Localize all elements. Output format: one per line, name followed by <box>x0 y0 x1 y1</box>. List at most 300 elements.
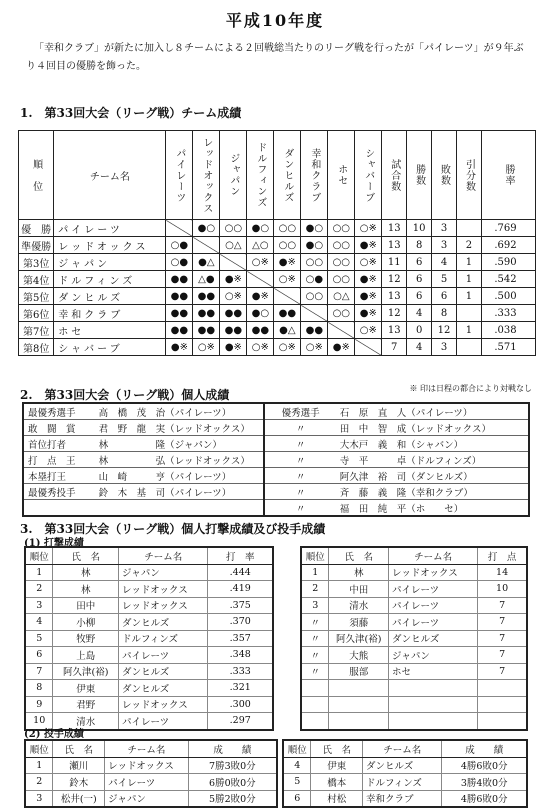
team-cell: レッドオックス <box>119 696 208 713</box>
team-name-cell: パイレーツ <box>54 220 166 237</box>
opponent-header-5 <box>301 131 328 220</box>
stat-header-4 <box>481 131 535 220</box>
batting-subheading: (1) 打撃成績 <box>24 538 84 549</box>
result-cell: ○※ <box>193 339 220 356</box>
rank-cell: 3 <box>301 597 329 614</box>
result-cell: ○○ <box>328 271 355 288</box>
table-row <box>25 597 273 614</box>
opponent-header-4 <box>274 131 301 220</box>
value-cell: .333 <box>208 663 273 680</box>
value-cell: .348 <box>208 647 273 664</box>
stat-cell-l: 3 <box>432 339 457 356</box>
stat-cell-l: 8 <box>432 305 457 322</box>
player-name-cell: 橋本 <box>311 774 363 791</box>
value-cell: .370 <box>208 614 273 631</box>
stat-cell-d <box>457 220 482 237</box>
value-cell <box>478 713 527 730</box>
column-header: 氏 名 <box>329 547 389 564</box>
opponent-header-3 <box>247 131 274 220</box>
rank-cell: 第5位 <box>19 288 54 305</box>
stat-cell-d <box>457 305 482 322</box>
rank-cell: 2 <box>301 581 329 598</box>
player-name-cell: 林 <box>53 564 119 581</box>
rank-cell: 第8位 <box>19 339 54 356</box>
rank-cell: 9 <box>25 696 53 713</box>
team-cell: ダンヒルズ <box>362 757 441 774</box>
stat-cell-g: 13 <box>382 220 407 237</box>
award-label-2: 〃 <box>264 436 335 452</box>
stat-cell-g: 13 <box>382 237 407 254</box>
table-row <box>301 647 527 664</box>
stat-cell-w: 6 <box>407 254 432 271</box>
table-header-row <box>25 547 273 564</box>
team-cell: ダンヒルズ <box>119 680 208 697</box>
stat-cell-d: 1 <box>457 254 482 271</box>
result-cell: ○○ <box>301 288 328 305</box>
opponent-header-label: ジャパン <box>227 153 239 197</box>
rank-cell: 5 <box>25 630 53 647</box>
column-header: 順位 <box>301 547 329 564</box>
pitching-table-right <box>282 739 528 808</box>
result-cell: ○● <box>166 237 193 254</box>
team-cell <box>389 680 478 697</box>
value-cell: 3勝4敗0分 <box>442 774 527 791</box>
team-name-cell: レッドオックス <box>54 237 166 254</box>
award-label: 最優秀選手 <box>23 403 95 420</box>
result-cell: ●● <box>247 322 274 339</box>
section-1-heading: 1. 第33回大会（リーグ戦）チーム成績 <box>20 106 242 120</box>
player-name-cell: 大熊 <box>329 647 389 664</box>
result-cell: ○○ <box>328 254 355 271</box>
win-pct-cell: .500 <box>481 288 535 305</box>
result-cell: ○※ <box>274 339 301 356</box>
rank-cell <box>301 713 329 730</box>
stat-cell-w: 6 <box>407 271 432 288</box>
player-name-cell: 松井(一) <box>53 790 105 807</box>
value-cell: 14 <box>478 564 527 581</box>
column-header: 成 績 <box>442 740 527 757</box>
result-cell: ○○ <box>328 237 355 254</box>
column-header: 氏 名 <box>53 740 105 757</box>
table-row <box>301 663 527 680</box>
table-row <box>301 581 527 598</box>
team-cell: レッドオックス <box>105 757 189 774</box>
player-name-cell: 牧野 <box>53 630 119 647</box>
column-header: チーム名 <box>362 740 441 757</box>
result-cell <box>328 322 355 339</box>
table-row <box>25 630 273 647</box>
value-cell: .357 <box>208 630 273 647</box>
opponent-header-label: シャバーブ <box>362 147 374 203</box>
rank-cell: 〃 <box>301 647 329 664</box>
result-cell <box>193 237 220 254</box>
result-cell: ○△ <box>328 288 355 305</box>
stat-cell-d: 1 <box>457 271 482 288</box>
result-cell <box>220 254 247 271</box>
opponent-header-1 <box>193 131 220 220</box>
column-header: 順位 <box>25 740 53 757</box>
column-header: 氏 名 <box>53 547 119 564</box>
value-cell: .297 <box>208 713 273 730</box>
stat-header-label: 引分数 <box>463 158 475 192</box>
table-row <box>25 774 277 791</box>
stat-cell-l: 12 <box>432 322 457 339</box>
table-row <box>301 614 527 631</box>
result-cell: ●● <box>193 322 220 339</box>
rank-cell: 2 <box>25 581 53 598</box>
value-cell: 7 <box>478 663 527 680</box>
stat-cell-w: 8 <box>407 237 432 254</box>
pitching-table-left <box>24 739 278 808</box>
rank-cell: 1 <box>25 564 53 581</box>
stat-cell-l: 3 <box>432 220 457 237</box>
rank-cell: 準優勝 <box>19 237 54 254</box>
opponent-header-label: ホセ <box>335 164 347 186</box>
award-row <box>23 468 529 484</box>
player-name-cell: 君野 <box>53 696 119 713</box>
stat-cell-w: 6 <box>407 288 432 305</box>
stat-cell-g: 12 <box>382 305 407 322</box>
result-cell: ●● <box>166 305 193 322</box>
rank-cell: 7 <box>25 663 53 680</box>
value-cell <box>478 696 527 713</box>
award-winner: 高 橋 茂 治（パイレーツ） <box>95 403 265 420</box>
team-cell: パイレーツ <box>389 581 478 598</box>
result-cell: ○※ <box>247 339 274 356</box>
rank-cell: 8 <box>25 680 53 697</box>
player-name-cell: 林 <box>329 564 389 581</box>
stat-cell-w: 0 <box>407 322 432 339</box>
rank-cell: 第4位 <box>19 271 54 288</box>
value-cell: .300 <box>208 696 273 713</box>
stat-header-label: 敗数 <box>438 164 450 186</box>
table-row <box>25 614 273 631</box>
player-name-cell: 清水 <box>53 713 119 730</box>
result-cell: ●● <box>220 322 247 339</box>
opponent-header-2 <box>220 131 247 220</box>
value-cell: 5勝2敗0分 <box>188 790 277 807</box>
award-row <box>23 484 529 500</box>
stat-cell-l: 5 <box>432 271 457 288</box>
result-cell: ●※ <box>355 305 382 322</box>
result-cell: ●※ <box>355 237 382 254</box>
stat-cell-g: 13 <box>382 288 407 305</box>
player-name-cell: 服部 <box>329 663 389 680</box>
team-cell: ホセ <box>389 663 478 680</box>
table-header-row <box>25 740 277 757</box>
rank-cell <box>301 696 329 713</box>
table-row <box>301 713 527 730</box>
standings-row <box>19 271 536 288</box>
stat-cell-d: 2 <box>457 237 482 254</box>
result-cell: ●○ <box>247 305 274 322</box>
rank-cell: 第7位 <box>19 322 54 339</box>
player-name-cell: 林 <box>53 581 119 598</box>
rank-cell: 第6位 <box>19 305 54 322</box>
result-cell: ○● <box>166 254 193 271</box>
award-winner: 林 弘（レッドオックス） <box>95 452 265 468</box>
result-cell: ●● <box>220 305 247 322</box>
result-cell: ●● <box>301 322 328 339</box>
table-row <box>283 774 527 791</box>
award-label-2: 〃 <box>264 468 335 484</box>
value-cell: .375 <box>208 597 273 614</box>
result-cell: ●● <box>274 305 301 322</box>
award-row <box>23 420 529 436</box>
rank-cell: 〃 <box>301 614 329 631</box>
result-cell <box>355 339 382 356</box>
team-cell: パイレーツ <box>389 597 478 614</box>
player-name-cell: 上島 <box>53 647 119 664</box>
result-cell: △○ <box>247 237 274 254</box>
opponent-header-label: レッドオックス <box>200 136 212 214</box>
stat-cell-g: 13 <box>382 322 407 339</box>
table-header-row <box>283 740 527 757</box>
table-row <box>301 630 527 647</box>
result-cell: ○○ <box>220 220 247 237</box>
team-name-cell: 幸和クラブ <box>54 305 166 322</box>
award-winner-2: 大木戸 義 和（シャバン） <box>336 436 529 452</box>
result-cell: ●※ <box>355 271 382 288</box>
value-cell <box>478 680 527 697</box>
opponent-header-label: パイレーツ <box>173 147 185 203</box>
stat-cell-w: 4 <box>407 305 432 322</box>
result-cell: ○※ <box>220 288 247 305</box>
table-row <box>25 647 273 664</box>
award-row <box>23 500 529 517</box>
award-label: 本塁打王 <box>23 468 95 484</box>
rank-cell: 6 <box>25 647 53 664</box>
table-row <box>25 680 273 697</box>
column-header: チーム名 <box>389 547 478 564</box>
stat-cell-d <box>457 339 482 356</box>
team-cell: ジャパン <box>119 564 208 581</box>
player-name-cell: 小柳 <box>53 614 119 631</box>
team-cell: パイレーツ <box>119 647 208 664</box>
column-header: 順位 <box>25 547 53 564</box>
result-cell: ●※ <box>220 271 247 288</box>
award-label-2: 〃 <box>264 420 335 436</box>
opponent-header-0 <box>166 131 193 220</box>
result-cell: ○○ <box>274 237 301 254</box>
column-header: 成 績 <box>188 740 277 757</box>
rank-header: 順 位 <box>19 131 54 220</box>
team-cell: ダンヒルズ <box>119 663 208 680</box>
win-pct-cell: .542 <box>481 271 535 288</box>
player-name-cell: 清水 <box>329 597 389 614</box>
value-cell: 4勝6敗0分 <box>442 757 527 774</box>
table-row <box>25 564 273 581</box>
award-winner: 林 隆（ジャパン） <box>95 436 265 452</box>
team-name-cell: ジャパン <box>54 254 166 271</box>
stat-header-label: 試合数 <box>388 158 400 192</box>
award-label: 敢 闘 賞 <box>23 420 95 436</box>
player-name-cell: 阿久津(裕) <box>329 630 389 647</box>
award-row <box>23 452 529 468</box>
stat-header-3 <box>457 131 482 220</box>
player-name-cell: 伊東 <box>53 680 119 697</box>
stat-cell-l: 6 <box>432 288 457 305</box>
result-cell: ○○ <box>328 305 355 322</box>
stat-cell-g: 7 <box>382 339 407 356</box>
rank-cell: 優 勝 <box>19 220 54 237</box>
win-pct-cell: .692 <box>481 237 535 254</box>
standings-row <box>19 322 536 339</box>
stat-cell-d: 1 <box>457 322 482 339</box>
rank-cell: 3 <box>25 597 53 614</box>
value-cell: 7 <box>478 614 527 631</box>
player-name-cell <box>329 696 389 713</box>
award-label: 打 点 王 <box>23 452 95 468</box>
opponent-header-6 <box>328 131 355 220</box>
stat-cell-l: 4 <box>432 254 457 271</box>
result-cell: ●● <box>193 305 220 322</box>
player-name-cell: 田中 <box>53 597 119 614</box>
result-cell: ●○ <box>301 220 328 237</box>
opponent-header-label: ドルフィンズ <box>254 142 266 208</box>
team-cell <box>389 696 478 713</box>
column-header: 打 点 <box>478 547 527 564</box>
standings-row <box>19 288 536 305</box>
result-cell: ●※ <box>328 339 355 356</box>
pitching-subheading: (2) 投手成績 <box>24 729 84 740</box>
result-cell <box>274 288 301 305</box>
result-cell: ●○ <box>193 220 220 237</box>
team-cell: レッドオックス <box>119 597 208 614</box>
team-cell: ダンヒルズ <box>119 614 208 631</box>
win-pct-cell: .038 <box>481 322 535 339</box>
result-cell: ○○ <box>328 220 355 237</box>
award-row <box>23 436 529 452</box>
award-winner-2: 石 原 直 人（パイレーツ） <box>336 403 529 420</box>
team-cell: ドルフィンズ <box>362 774 441 791</box>
team-name-cell: シャバーブ <box>54 339 166 356</box>
table-row <box>25 696 273 713</box>
opponent-header-7 <box>355 131 382 220</box>
award-label-2: 〃 <box>264 452 335 468</box>
win-pct-cell: .571 <box>481 339 535 356</box>
table-row <box>301 564 527 581</box>
team-cell: ダンヒルズ <box>389 630 478 647</box>
table-row <box>283 757 527 774</box>
page-title: 平成10年度 <box>225 11 325 30</box>
column-header: 打 率 <box>208 547 273 564</box>
stat-header-1 <box>407 131 432 220</box>
standings-header-row <box>19 131 536 220</box>
award-winner: 鈴 木 基 司（パイレーツ） <box>95 484 265 500</box>
value-cell: 7 <box>478 647 527 664</box>
win-pct-cell: .769 <box>481 220 535 237</box>
player-name-cell: 中田 <box>329 581 389 598</box>
section-2-heading: 2. 第33回大会（リーグ戦）個人成績 <box>20 388 230 402</box>
stat-cell-w: 4 <box>407 339 432 356</box>
award-label-2: 優秀選手 <box>264 403 335 420</box>
result-cell <box>301 305 328 322</box>
result-cell: ○※ <box>301 339 328 356</box>
player-name-cell: 須藤 <box>329 614 389 631</box>
result-cell: ●● <box>193 288 220 305</box>
stat-cell-l: 3 <box>432 237 457 254</box>
table-row <box>283 790 527 807</box>
column-header: チーム名 <box>105 740 189 757</box>
win-pct-cell: .590 <box>481 254 535 271</box>
value-cell: 4勝6敗0分 <box>442 790 527 807</box>
standings-row <box>19 339 536 356</box>
rank-cell: 3 <box>25 790 53 807</box>
award-winner-2: 福 田 純 平（ホ セ） <box>336 500 529 517</box>
value-cell: 7 <box>478 630 527 647</box>
value-cell: 6勝0敗0分 <box>188 774 277 791</box>
stat-cell-g: 11 <box>382 254 407 271</box>
team-cell: ジャパン <box>389 647 478 664</box>
award-winner-2: 阿久津 裕 司（ダンヒルズ） <box>336 468 529 484</box>
team-name-header: チーム名 <box>54 131 166 220</box>
award-winner <box>95 500 265 517</box>
stat-cell-w: 10 <box>407 220 432 237</box>
result-cell: ●△ <box>193 254 220 271</box>
table-row <box>25 581 273 598</box>
rank-cell: 第3位 <box>19 254 54 271</box>
rank-cell: 6 <box>283 790 311 807</box>
standings-note: ※ 印は日程の都合により対戦なし <box>409 384 532 393</box>
stat-cell-d: 1 <box>457 288 482 305</box>
result-cell: ○○ <box>274 220 301 237</box>
table-header-row <box>301 547 527 564</box>
award-label-2: 〃 <box>264 484 335 500</box>
team-cell: パイレーツ <box>105 774 189 791</box>
player-name-cell: 阿久津(裕) <box>53 663 119 680</box>
result-cell: ●● <box>166 322 193 339</box>
rank-cell: 〃 <box>301 663 329 680</box>
opponent-header-label: ダンヒルズ <box>281 147 293 203</box>
stat-cell-g: 12 <box>382 271 407 288</box>
result-cell: ●○ <box>247 220 274 237</box>
column-header: 氏 名 <box>311 740 363 757</box>
award-label: 最優秀投手 <box>23 484 95 500</box>
result-cell: ○※ <box>355 254 382 271</box>
award-label: 首位打者 <box>23 436 95 452</box>
batting-average-table <box>24 546 274 731</box>
table-row <box>25 757 277 774</box>
opponent-header-label: 幸和クラブ <box>308 147 320 203</box>
rbi-table <box>300 546 528 731</box>
value-cell: .419 <box>208 581 273 598</box>
stat-header-0 <box>382 131 407 220</box>
player-name-cell <box>329 680 389 697</box>
rank-cell: 〃 <box>301 630 329 647</box>
section-3-heading: 3. 第33回大会（リーグ戦）個人打撃成績及び投手成績 <box>20 522 326 536</box>
result-cell: ●○ <box>301 237 328 254</box>
stat-header-2 <box>432 131 457 220</box>
team-name-cell: ダンヒルズ <box>54 288 166 305</box>
team-cell: レッドオックス <box>119 581 208 598</box>
result-cell: ●※ <box>220 339 247 356</box>
standings-row <box>19 254 536 271</box>
rank-cell: 1 <box>301 564 329 581</box>
result-cell <box>166 220 193 237</box>
stat-header-label: 勝数 <box>413 164 425 186</box>
standings-table <box>18 130 536 356</box>
award-winner: 山 崎 亨（パイレーツ） <box>95 468 265 484</box>
player-name-cell: 瀬川 <box>53 757 105 774</box>
result-cell: ●● <box>166 271 193 288</box>
result-cell: ●※ <box>166 339 193 356</box>
player-name-cell: 鈴木 <box>53 774 105 791</box>
award-winner-2: 寺 平 卓（ドルフィンズ） <box>336 452 529 468</box>
rank-cell: 10 <box>25 713 53 730</box>
value-cell: 7 <box>478 597 527 614</box>
team-cell: パイレーツ <box>119 713 208 730</box>
